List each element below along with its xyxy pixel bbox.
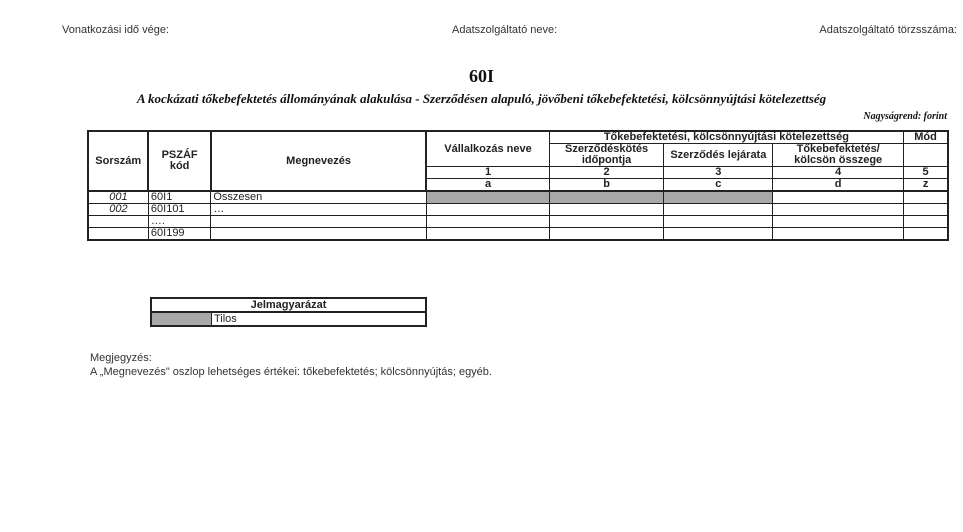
input-cell[interactable] xyxy=(549,204,664,216)
input-cell[interactable] xyxy=(664,228,773,241)
legend-swatch xyxy=(151,312,211,326)
row-kod: 60I1 xyxy=(148,191,210,204)
row-sorszam xyxy=(88,228,148,241)
input-cell[interactable] xyxy=(773,228,904,241)
row-kod: 60I101 xyxy=(148,204,210,216)
input-cell[interactable] xyxy=(664,216,773,228)
legend-table xyxy=(150,297,427,327)
input-cell[interactable] xyxy=(904,204,948,216)
row-sorszam xyxy=(88,216,148,228)
input-cell[interactable] xyxy=(664,204,773,216)
input-cell[interactable] xyxy=(549,228,664,241)
col-header-vallalkozas: Vállalkozás neve xyxy=(426,131,549,167)
input-cell[interactable] xyxy=(426,228,549,241)
input-cell[interactable] xyxy=(773,191,904,204)
provider-id-label: Adatszolgáltató törzsszáma: xyxy=(819,24,957,36)
col-number: 3 xyxy=(664,167,773,179)
forbidden-cell xyxy=(664,191,773,204)
forbidden-cell xyxy=(549,191,664,204)
col-header-pszaf: PSZÁF kód xyxy=(148,131,210,191)
col-number: 2 xyxy=(549,167,664,179)
input-cell[interactable] xyxy=(904,191,948,204)
table-row xyxy=(88,191,948,204)
reporting-period-label: Vonatkozási idő vége: xyxy=(62,24,170,36)
col-header-mod-blank xyxy=(904,144,948,167)
note-title: Megjegyzés: xyxy=(90,352,152,364)
col-letter: a xyxy=(426,179,549,192)
input-cell[interactable] xyxy=(773,216,904,228)
row-megnevezes xyxy=(211,228,427,241)
table-row xyxy=(88,228,948,241)
row-megnevezes: Összesen xyxy=(211,191,427,204)
table-row xyxy=(88,204,948,216)
col-number: 5 xyxy=(904,167,948,179)
data-table xyxy=(87,130,949,241)
note-text: A „Megnevezés" oszlop lehetséges értékei: tőkebefektetés; kölcsönnyújtás; egyéb. xyxy=(90,366,492,378)
form-title: A kockázati tőkebefektetés állományának alakulása - Szerződésen alapuló, jövőbeni tőkebefektetési, kölcsönnyújtási kötelezettség xyxy=(136,91,827,106)
col-number: 4 xyxy=(773,167,904,179)
input-cell[interactable] xyxy=(904,228,948,241)
col-header-osszege: Tőkebefektetés/ kölcsön összege xyxy=(773,144,904,167)
col-letter: c xyxy=(664,179,773,192)
col-letter: b xyxy=(549,179,664,192)
legend-title: Jelmagyarázat xyxy=(151,298,426,312)
col-letter: z xyxy=(904,179,948,192)
input-cell[interactable] xyxy=(549,216,664,228)
provider-name-label: Adatszolgáltató neve: xyxy=(452,24,558,36)
col-header-sorszam: Sorszám xyxy=(88,131,148,191)
input-cell[interactable] xyxy=(426,216,549,228)
col-number: 1 xyxy=(426,167,549,179)
row-sorszam: 001 xyxy=(88,191,148,204)
input-cell[interactable] xyxy=(773,204,904,216)
row-kod: …. xyxy=(148,216,210,228)
col-header-group: Tőkebefektetési, kölcsönnyújtási kötelezettség xyxy=(549,131,903,144)
col-letter: d xyxy=(773,179,904,192)
col-header-szerzodeskotes: Szerződéskötés időpontja xyxy=(549,144,664,167)
unit-label: Nagyságrend: forint xyxy=(863,111,947,122)
row-megnevezes: … xyxy=(211,204,427,216)
legend-item-label: Tilos xyxy=(211,312,426,326)
row-kod: 60I199 xyxy=(148,228,210,241)
input-cell[interactable] xyxy=(904,216,948,228)
col-header-megnevezes: Megnevezés xyxy=(211,131,427,191)
row-megnevezes xyxy=(211,216,427,228)
table-row xyxy=(88,216,948,228)
input-cell[interactable] xyxy=(426,204,549,216)
forbidden-cell xyxy=(426,191,549,204)
form-code: 60I xyxy=(468,66,494,86)
col-header-mod: Mód xyxy=(904,131,948,144)
row-sorszam: 002 xyxy=(88,204,148,216)
col-header-lejarata: Szerződés lejárata xyxy=(664,144,773,167)
